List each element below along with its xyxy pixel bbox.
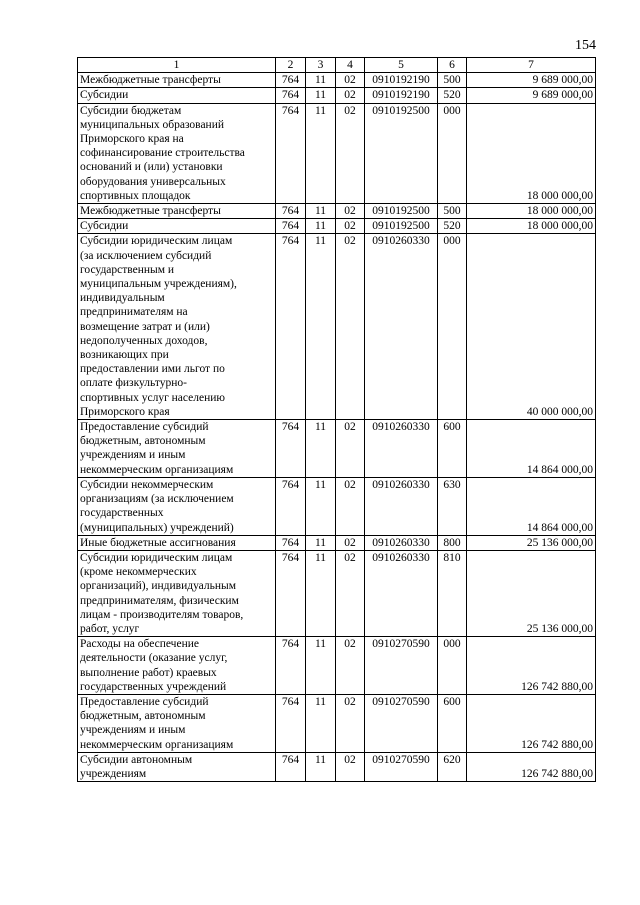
table-row	[78, 103, 596, 203]
amount-cell: 18 000 000,00	[467, 204, 596, 219]
section-code-cell: 11	[306, 637, 336, 695]
row-name-cell: Иные бюджетные ассигнования	[78, 535, 276, 550]
subsection-code-cell: 02	[336, 637, 365, 695]
subsection-code-cell: 02	[336, 219, 365, 234]
section-code-cell: 11	[306, 420, 336, 478]
ministry-code-cell: 764	[276, 752, 306, 781]
page-number: 154	[575, 38, 596, 53]
subsection-code-cell: 02	[336, 234, 365, 420]
ministry-code-cell: 764	[276, 694, 306, 752]
row-name-cell: Субсидии бюджетам муниципальных образований Приморского края на софинансирование строительства оснований и (или) установки оборудования универсальных спортивных площадок	[78, 103, 276, 203]
section-code-cell: 11	[306, 204, 336, 219]
section-code-cell: 11	[306, 88, 336, 103]
expense-type-cell: 520	[438, 219, 467, 234]
ministry-code-cell: 764	[276, 550, 306, 636]
row-name-cell: Расходы на обеспечение деятельности (оказание услуг, выполнение работ) краевых государственных учреждений	[78, 637, 276, 695]
table-row	[78, 694, 596, 752]
amount-cell: 126 742 880,00	[467, 637, 596, 695]
target-article-cell: 0910270590	[365, 637, 438, 695]
row-name-cell: Субсидии	[78, 88, 276, 103]
table-row	[78, 88, 596, 103]
expense-type-cell: 000	[438, 637, 467, 695]
section-code-cell: 11	[306, 73, 336, 88]
row-name-cell: Субсидии автономным учреждениям	[78, 752, 276, 781]
table-body	[78, 73, 596, 782]
amount-cell: 9 689 000,00	[467, 73, 596, 88]
amount-cell: 126 742 880,00	[467, 694, 596, 752]
section-code-cell: 11	[306, 752, 336, 781]
table-row	[78, 219, 596, 234]
subsection-code-cell: 02	[336, 477, 365, 535]
table-row	[78, 477, 596, 535]
section-code-cell: 11	[306, 103, 336, 203]
target-article-cell: 0910270590	[365, 752, 438, 781]
amount-cell: 18 000 000,00	[467, 103, 596, 203]
subsection-code-cell: 02	[336, 103, 365, 203]
amount-cell: 25 136 000,00	[467, 550, 596, 636]
column-header: 2	[276, 58, 306, 73]
ministry-code-cell: 764	[276, 477, 306, 535]
section-code-cell: 11	[306, 694, 336, 752]
expense-type-cell: 520	[438, 88, 467, 103]
target-article-cell: 0910270590	[365, 694, 438, 752]
target-article-cell: 0910260330	[365, 535, 438, 550]
row-name-cell: Субсидии юридическим лицам (за исключением субсидий государственным и муниципальным учреждениям), индивидуальным предпринимателям на возмещение затрат и (или) недополученных доходов, возникающих при предоставлении ими льгот по оплате физкультурно- спортивных услуг населению Приморского края	[78, 234, 276, 420]
table-row	[78, 234, 596, 420]
target-article-cell: 0910260330	[365, 477, 438, 535]
target-article-cell: 0910260330	[365, 550, 438, 636]
subsection-code-cell: 02	[336, 535, 365, 550]
ministry-code-cell: 764	[276, 73, 306, 88]
expense-type-cell: 630	[438, 477, 467, 535]
amount-cell: 14 864 000,00	[467, 420, 596, 478]
target-article-cell: 0910192500	[365, 103, 438, 203]
column-header: 6	[438, 58, 467, 73]
section-code-cell: 11	[306, 550, 336, 636]
section-code-cell: 11	[306, 234, 336, 420]
table-row	[78, 420, 596, 478]
row-name-cell: Предоставление субсидий бюджетным, автономным учреждениям и иным некоммерческим организациям	[78, 694, 276, 752]
section-code-cell: 11	[306, 535, 336, 550]
subsection-code-cell: 02	[336, 420, 365, 478]
subsection-code-cell: 02	[336, 752, 365, 781]
row-name-cell: Межбюджетные трансферты	[78, 204, 276, 219]
subsection-code-cell: 02	[336, 88, 365, 103]
column-header: 3	[306, 58, 336, 73]
row-name-cell: Субсидии	[78, 219, 276, 234]
subsection-code-cell: 02	[336, 204, 365, 219]
expense-type-cell: 600	[438, 694, 467, 752]
section-code-cell: 11	[306, 219, 336, 234]
ministry-code-cell: 764	[276, 637, 306, 695]
ministry-code-cell: 764	[276, 535, 306, 550]
ministry-code-cell: 764	[276, 234, 306, 420]
table-row	[78, 637, 596, 695]
expense-type-cell: 620	[438, 752, 467, 781]
expense-type-cell: 500	[438, 204, 467, 219]
target-article-cell: 0910192500	[365, 204, 438, 219]
amount-cell: 9 689 000,00	[467, 88, 596, 103]
table-row	[78, 550, 596, 636]
column-header: 5	[365, 58, 438, 73]
column-header: 7	[467, 58, 596, 73]
expense-type-cell: 600	[438, 420, 467, 478]
row-name-cell: Предоставление субсидий бюджетным, автономным учреждениям и иным некоммерческим организациям	[78, 420, 276, 478]
row-name-cell: Межбюджетные трансферты	[78, 73, 276, 88]
ministry-code-cell: 764	[276, 219, 306, 234]
section-code-cell: 11	[306, 477, 336, 535]
target-article-cell: 0910192190	[365, 73, 438, 88]
table-row	[78, 535, 596, 550]
row-name-cell: Субсидии некоммерческим организациям (за исключением государственных (муниципальных) учреждений)	[78, 477, 276, 535]
expense-type-cell: 500	[438, 73, 467, 88]
expense-type-cell: 000	[438, 234, 467, 420]
column-header: 1	[78, 58, 276, 73]
table-row	[78, 752, 596, 781]
expense-type-cell: 810	[438, 550, 467, 636]
expense-type-cell: 800	[438, 535, 467, 550]
target-article-cell: 0910260330	[365, 420, 438, 478]
subsection-code-cell: 02	[336, 73, 365, 88]
amount-cell: 18 000 000,00	[467, 219, 596, 234]
ministry-code-cell: 764	[276, 103, 306, 203]
subsection-code-cell: 02	[336, 694, 365, 752]
ministry-code-cell: 764	[276, 204, 306, 219]
table-row	[78, 204, 596, 219]
ministry-code-cell: 764	[276, 420, 306, 478]
amount-cell: 40 000 000,00	[467, 234, 596, 420]
amount-cell: 14 864 000,00	[467, 477, 596, 535]
subsection-code-cell: 02	[336, 550, 365, 636]
target-article-cell: 0910192500	[365, 219, 438, 234]
ministry-code-cell: 764	[276, 88, 306, 103]
column-header: 4	[336, 58, 365, 73]
expense-type-cell: 000	[438, 103, 467, 203]
target-article-cell: 0910192190	[365, 88, 438, 103]
budget-table	[77, 57, 596, 782]
target-article-cell: 0910260330	[365, 234, 438, 420]
table-row	[78, 73, 596, 88]
amount-cell: 25 136 000,00	[467, 535, 596, 550]
column-header-row	[78, 58, 596, 73]
row-name-cell: Субсидии юридическим лицам (кроме некоммерческих организаций), индивидуальным предпринимателям, физическим лицам - производителям товаров, работ, услуг	[78, 550, 276, 636]
amount-cell: 126 742 880,00	[467, 752, 596, 781]
